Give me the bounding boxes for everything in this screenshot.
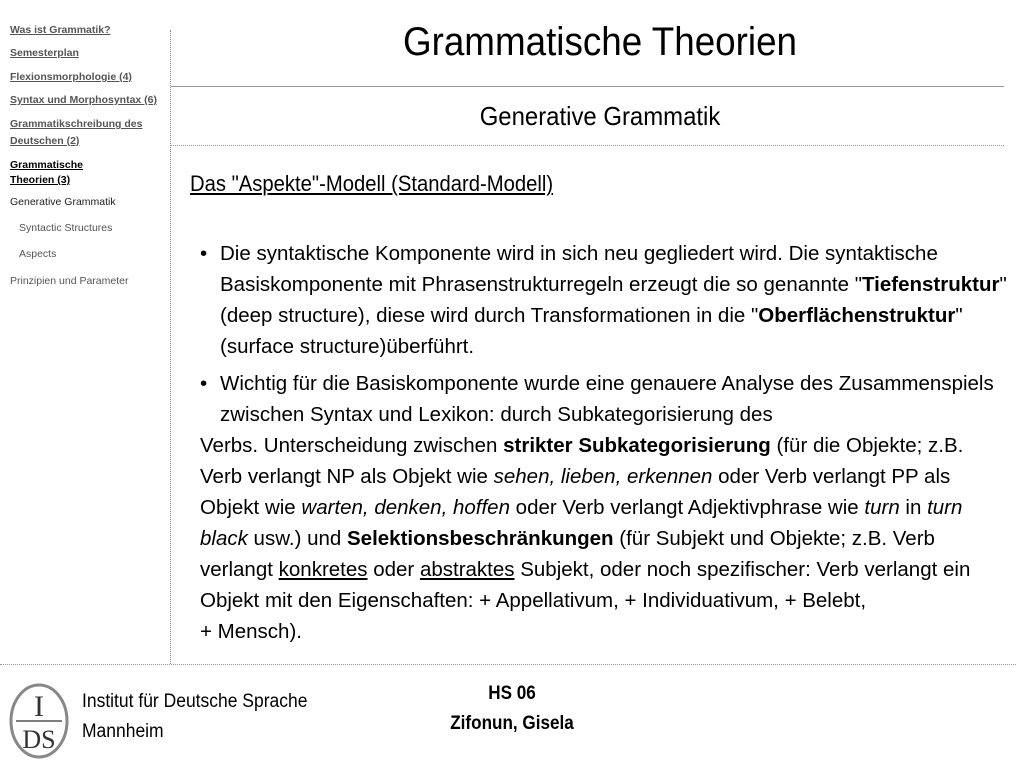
p2-indented [200, 368, 1010, 430]
institute-line-1: Institut für Deutsche Sprache [82, 691, 308, 712]
paragraph-2 [200, 368, 1010, 647]
p1-text-e: " (surface structure)überführt. [220, 304, 963, 358]
page-title: Grammatische Theorien [402, 20, 798, 64]
sidebar-nav [0, 0, 170, 664]
p2-text-r: Subjekt, oder noch spezifischer: Verb verlangt ein Objekt mit den Eigenschaften: + Appellativum, + Individuativum, + Belebt, [200, 558, 971, 612]
sidebar-item-grammatikschreibung-2[interactable]: Deutschen (2) [10, 135, 80, 147]
footer-rule [0, 664, 1016, 665]
p2-underline-konkretes: konkretes [278, 558, 368, 581]
p1-text-c: " (deep structure), diese wird durch Transformationen in die " [220, 273, 1007, 327]
p2-text-b: Verbs. Unterscheidung zwischen [200, 434, 504, 457]
institute-line-2: Mannheim [82, 721, 164, 742]
p2-bold-strikte-subkat: strikter Subkategorisierung [503, 434, 771, 457]
p2-text-d: (für die Objekte; z.B. Verb verlangt NP als Objekt wie [200, 434, 964, 488]
sidebar-item-prinzipien[interactable]: Prinzipien und Parameter [10, 275, 129, 287]
sidebar-item-syntactic-structures[interactable]: Syntactic Structures [19, 222, 113, 234]
p2-italic-sehen: sehen, lieben, erkennen [493, 465, 713, 488]
p2-text-p: oder [367, 558, 420, 581]
p2-italic-turn: turn [864, 496, 900, 519]
sidebar-item-aspects[interactable]: Aspects [19, 248, 57, 260]
p2-text-f: oder Verb verlangt PP als Objekt wie [200, 465, 951, 519]
p2-text-s: + Mensch). [200, 620, 302, 643]
content-body [200, 238, 1010, 647]
p2-text-j: in [899, 496, 928, 519]
sidebar-item-was-ist-grammatik[interactable]: Was ist Grammatik? [10, 24, 111, 36]
title-rule [171, 86, 1004, 87]
sidebar-item-grammatische-theorien[interactable]: Grammatische [10, 159, 83, 171]
p1-text-a: Die syntaktische Komponente wird in sich neu gegliedert wird. Die syntaktische Basiskomponente mit Phrasenstrukturregeln erzeugt die so genannte " [220, 242, 938, 296]
section-title: Das "Aspekte"-Modell (Standard-Modell) [190, 171, 554, 196]
svg-text:I: I [34, 690, 44, 723]
p2-underline-abstraktes: abstraktes [419, 558, 515, 581]
p1-bold-oberflaechenstruktur: Oberflächenstruktur [758, 304, 956, 327]
course-code: HS 06 [488, 683, 536, 704]
sidebar-item-grammatikschreibung[interactable]: Grammatikschreibung des [10, 118, 143, 130]
course-author: Zifonun, Gisela [450, 713, 574, 734]
bullet-1: • [200, 242, 208, 265]
p2-text-h: oder Verb verlangt Adjektivphrase wie [509, 496, 865, 519]
p2-italic-warten: warten, denken, hoffen [301, 496, 510, 519]
p1-bold-tiefenstruktur: Tiefenstruktur [862, 273, 1000, 296]
institute-name [82, 687, 307, 747]
ids-logo-icon [8, 682, 70, 760]
sidebar-item-semesterplan[interactable]: Semesterplan [10, 47, 79, 59]
page-subtitle: Generative Grammatik [479, 101, 721, 131]
sidebar-item-generative-grammatik[interactable]: Generative Grammatik [10, 196, 116, 208]
sidebar-item-grammatische-theorien-2[interactable]: Theorien (3) [10, 174, 71, 186]
svg-text:DS: DS [22, 725, 56, 754]
p2-text-a: Wichtig für die Basiskomponente wurde eine genauere Analyse des Zusammenspiels zwischen Syntax und Lexikon: durch Subkategorisierung des [220, 372, 994, 426]
sidebar-divider [170, 30, 171, 664]
p2-bold-selektion: Selektionsbeschränkungen [347, 527, 614, 550]
bullet-2: • [200, 372, 208, 395]
paragraph-1 [200, 238, 1010, 362]
course-info [411, 679, 613, 739]
subtitle-rule [171, 145, 1004, 146]
p2-italic-turn-black: turn black [200, 496, 963, 550]
sidebar-item-flexionsmorphologie[interactable]: Flexionsmorphologie (4) [10, 71, 132, 83]
p2-text-l: usw.) und [247, 527, 347, 550]
sidebar-item-syntax[interactable]: Syntax und Morphosyntax (6) [10, 94, 158, 106]
p2-text-n: (für Subjekt und Objekte; z.B. Verb verlangt [200, 527, 935, 581]
